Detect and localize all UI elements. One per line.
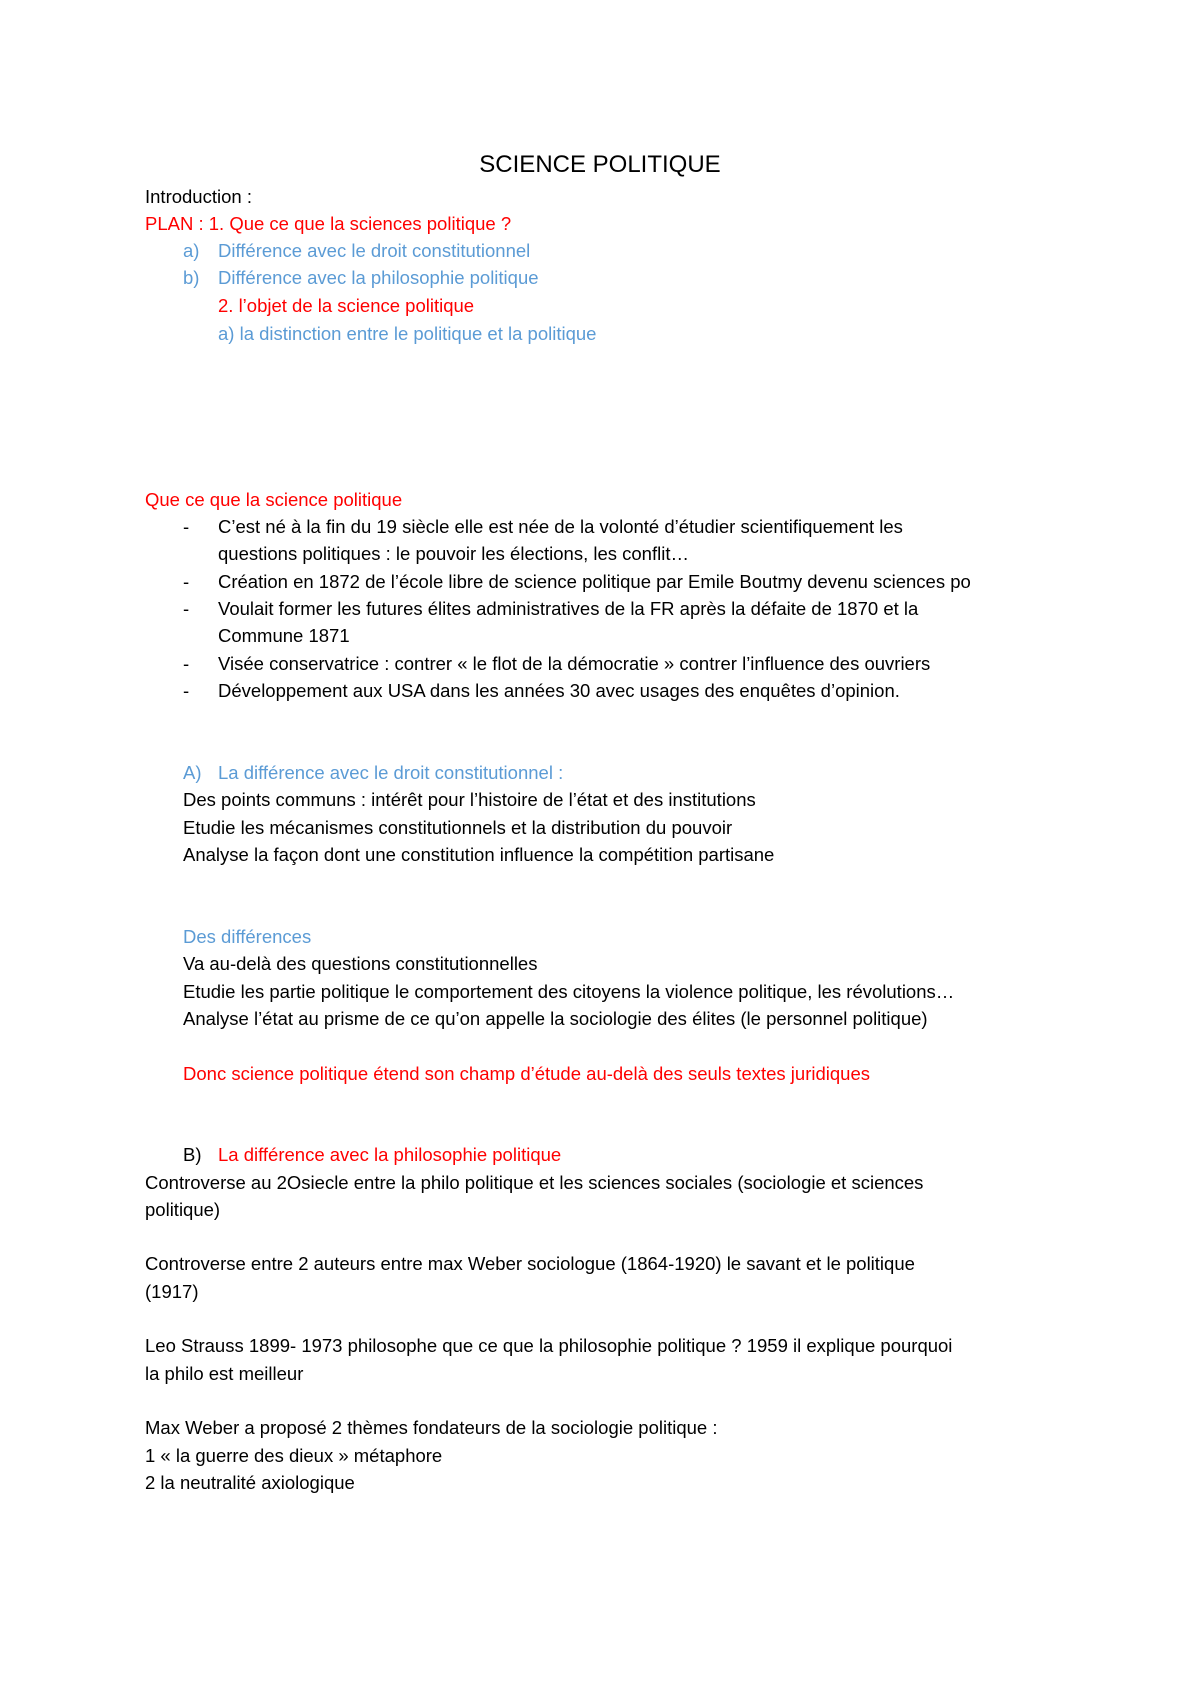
plan-b-marker: b) (183, 267, 200, 288)
intro-label: Introduction : (145, 186, 252, 207)
sectionA-heading: La différence avec le droit constitutionnel : (218, 762, 564, 783)
plan-a-text: Différence avec le droit constitutionnel (218, 240, 531, 261)
sectionB-para4-line1: Max Weber a proposé 2 thèmes fondateurs de la sociologie politique : (145, 1417, 718, 1438)
bullet-marker: - (183, 653, 190, 674)
bullet-1: C’est né à la fin du 19 siècle elle est née de la volonté d’étudier scientifiquement les (218, 516, 903, 537)
differences-line-2: Etudie les partie politique le comportement des citoyens la violence politique, les révolutions… (183, 981, 955, 1002)
bullet-marker: - (183, 516, 190, 537)
differences-heading: Des différences (183, 926, 312, 947)
sectionB-para2-line1: Controverse entre 2 auteurs entre max Weber sociologue (1864-1920) le savant et le politique (145, 1253, 915, 1274)
plan-b-text: Différence avec la philosophie politique (218, 267, 539, 288)
bullet-2: Création en 1872 de l’école libre de science politique par Emile Boutmy devenu sciences po (218, 571, 971, 592)
sectionB-para1-line1: Controverse au 2Osiecle entre la philo politique et les sciences sociales (sociologie et sciences (145, 1172, 924, 1193)
conclusion: Donc science politique étend son champ d’étude au-delà des seuls textes juridiques (183, 1063, 870, 1084)
sectionB-heading: La différence avec la philosophie politique (218, 1144, 562, 1165)
plan-item-2: 2. l’objet de la science politique (218, 295, 475, 316)
sectionA-line-3: Analyse la façon dont une constitution influence la compétition partisane (183, 844, 775, 865)
differences-line-1: Va au-delà des questions constitutionnelles (183, 953, 538, 974)
sectionB-para4-line3: 2 la neutralité axiologique (145, 1472, 355, 1493)
plan-line (145, 212, 511, 236)
document-title: SCIENCE POLITIQUE (479, 151, 721, 178)
plan-prefix: PLAN : (145, 213, 209, 234)
sectionB-marker: B) (183, 1144, 202, 1165)
differences-line-3: Analyse l’état au prisme de ce qu’on appelle la sociologie des élites (le personnel politique) (183, 1008, 928, 1029)
section1-heading: Que ce que la science politique (145, 489, 403, 510)
bullet-marker: - (183, 571, 190, 592)
plan-item-1: 1. Que ce que la sciences politique ? (208, 213, 512, 234)
sectionA-line-2: Etudie les mécanismes constitutionnels et la distribution du pouvoir (183, 817, 733, 838)
sectionA-line-1: Des points communs : intérêt pour l’histoire de l’état et des institutions (183, 789, 756, 810)
sectionA-marker: A) (183, 762, 202, 783)
bullet-5: Développement aux USA dans les années 30 avec usages des enquêtes d’opinion. (218, 680, 900, 701)
plan-2a: a) la distinction entre le politique et la politique (218, 323, 597, 344)
sectionB-para4-line2: 1 « la guerre des dieux » métaphore (145, 1445, 443, 1466)
bullet-marker: - (183, 598, 190, 619)
plan-a-marker: a) (183, 240, 200, 261)
bullet-marker: - (183, 680, 190, 701)
sectionB-para3-line1: Leo Strauss 1899- 1973 philosophe que ce que la philosophie politique ? 1959 il explique pourquoi (145, 1335, 953, 1356)
sectionB-para1-line2: politique) (145, 1199, 221, 1220)
bullet-3-cont: Commune 1871 (218, 625, 350, 646)
sectionB-para2-line2: (1917) (145, 1281, 199, 1302)
sectionB-para3-line2: la philo est meilleur (145, 1363, 304, 1384)
bullet-1-cont: questions politiques : le pouvoir les élections, les conflit… (218, 543, 689, 564)
bullet-4: Visée conservatrice : contrer « le flot de la démocratie » contrer l’influence des ouvriers (218, 653, 931, 674)
bullet-3: Voulait former les futures élites administratives de la FR après la défaite de 1870 et la (218, 598, 919, 619)
